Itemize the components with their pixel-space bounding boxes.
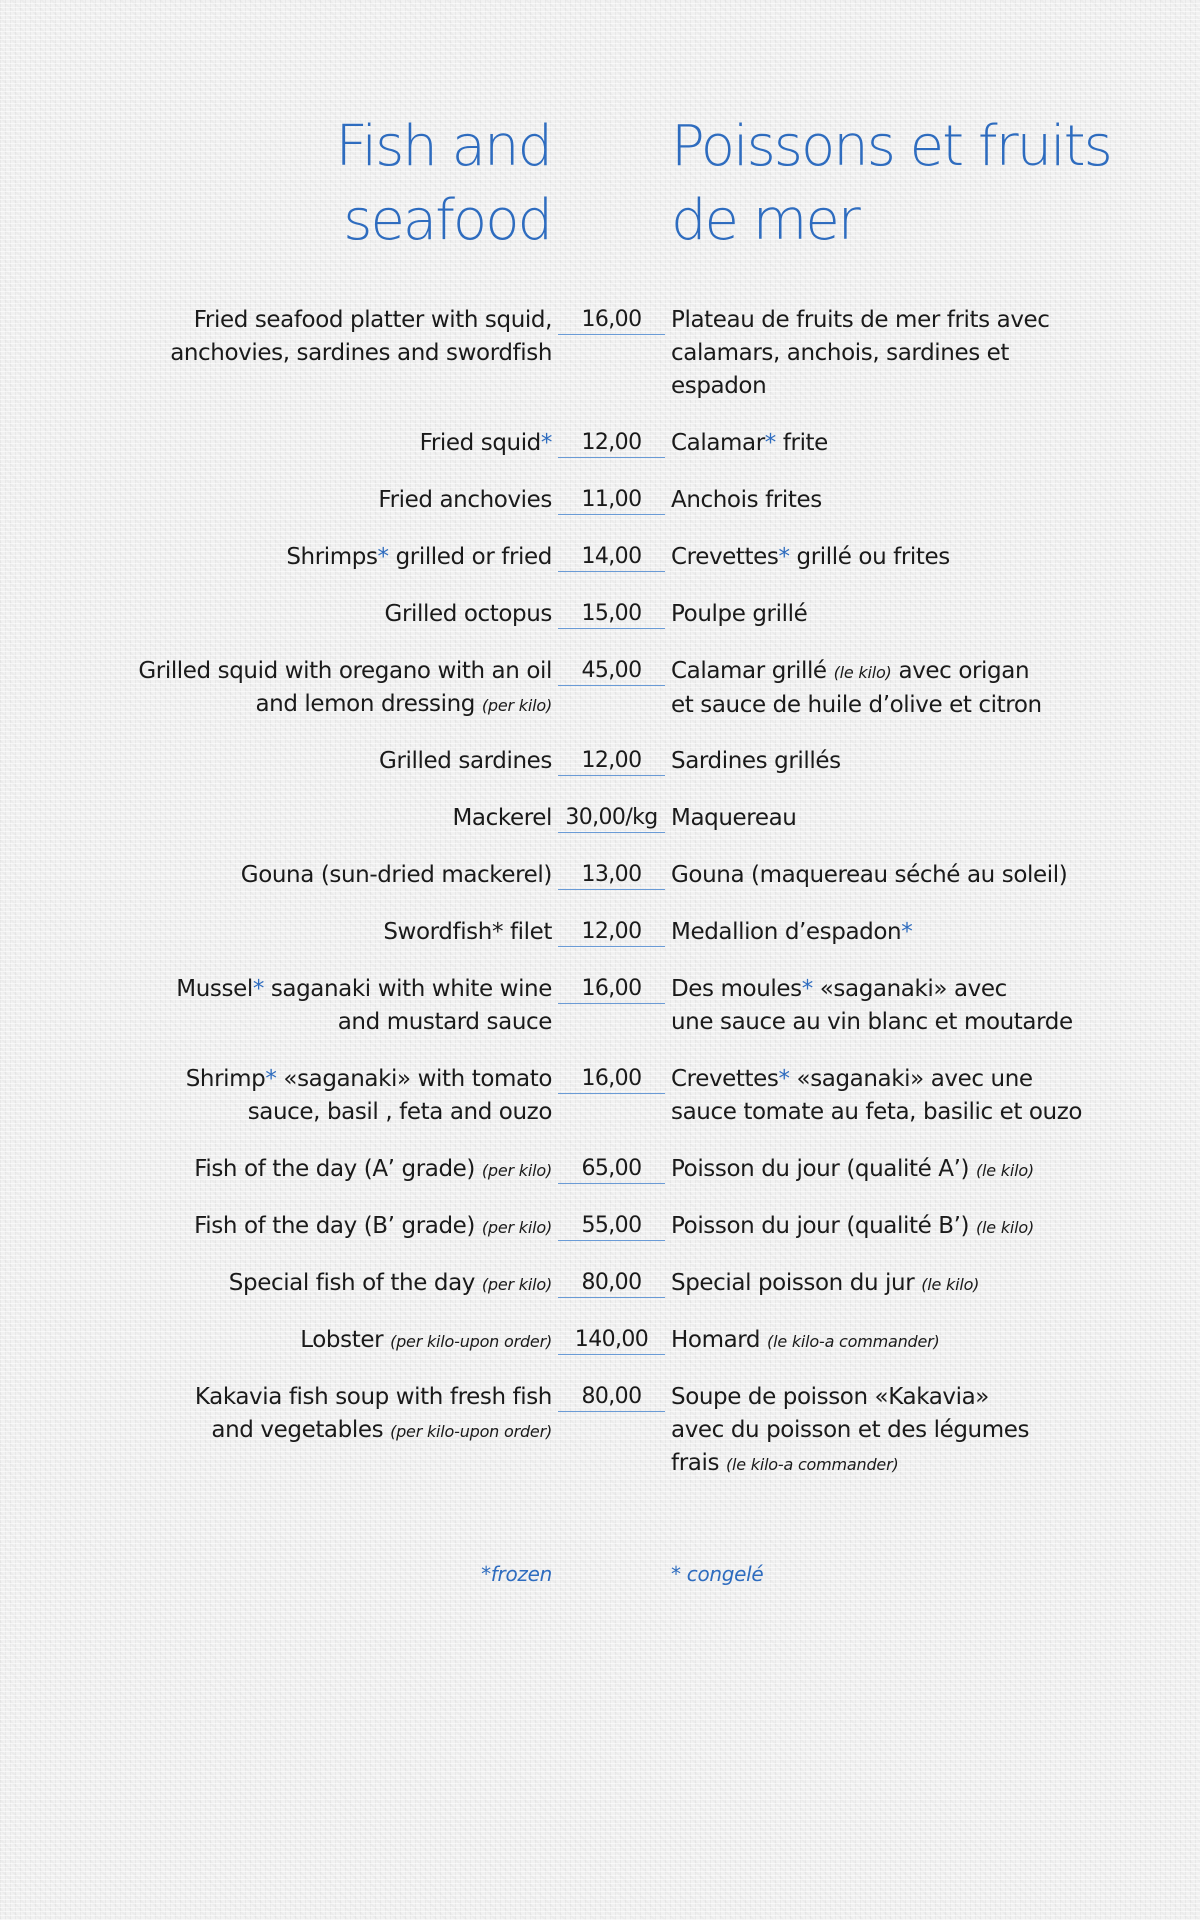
footnote-frozen-fr: * congelé [671,1562,764,1586]
item-price: 13,00 [558,859,665,890]
item-name-en: Shrimp* «saganaki» with tomato sauce, basil , feta and ouzo [185,1066,552,1125]
item-price: 55,00 [558,1210,665,1241]
menu-item-lobster [0,1324,1200,1384]
unit-note: (le kilo) [921,1275,980,1294]
unit-note: (per kilo) [481,696,552,715]
item-price: 12,00 [558,427,665,458]
item-price: 30,00/kg [558,802,665,833]
item-name-en: Fish of the day (B’ grade) (per kilo) [194,1213,552,1239]
menu-item-mackerel [0,802,1200,862]
unit-note: (per kilo) [481,1275,552,1294]
item-price: 15,00 [558,598,665,629]
menu-item-mussel-saganaki [0,973,1200,1033]
item-name-en: Lobster (per kilo-upon order) [300,1327,552,1353]
menu-item-fried-squid [0,427,1200,487]
unit-note: (le kilo-a commander) [767,1332,940,1351]
item-name-fr: Soupe de poisson «Kakavia» avec du poisson et des légumes frais (le kilo-a commander) [671,1384,1030,1476]
item-name-fr: Crevettes* grillé ou frites [671,544,950,570]
item-name-fr: Crevettes* «saganaki» avec une sauce tomate au feta, basilic et ouzo [671,1066,1083,1125]
unit-note: (per kilo-upon order) [390,1332,552,1351]
item-price: 65,00 [558,1153,665,1184]
item-name-en: Grilled octopus [384,601,552,627]
item-name-en: Fried anchovies [378,487,552,513]
item-name-fr: Des moules* «saganaki» avec une sauce au vin blanc et moutarde [671,976,1073,1035]
item-price: 16,00 [558,1063,665,1094]
menu-item-grilled-sardines [0,745,1200,805]
unit-note: (le kilo) [976,1218,1035,1237]
item-price: 11,00 [558,484,665,515]
item-price: 45,00 [558,655,665,686]
menu-item-swordfish-filet [0,916,1200,976]
item-name-en: Fried seafood platter with squid, anchovies, sardines and swordfish [170,307,552,366]
item-price: 140,00 [558,1324,665,1355]
item-name-fr: Calamar grillé (le kilo) avec origan et sauce de huile d’olive et citron [671,658,1042,718]
item-name-en: Mackerel [452,805,552,831]
menu-item-fried-seafood-platter [0,304,1200,399]
unit-note: (per kilo) [481,1161,552,1180]
item-name-en: Kakavia fish soup with fresh fish and vegetables (per kilo-upon order) [194,1384,552,1443]
item-name-fr: Maquereau [671,805,797,831]
unit-note: (per kilo-upon order) [390,1422,552,1441]
item-price: 12,00 [558,745,665,776]
item-name-fr: Homard (le kilo-a commander) [671,1327,940,1353]
item-name-en: Grilled sardines [379,748,552,774]
menu-item-gouna [0,859,1200,919]
frozen-marker: * [764,430,776,456]
title-french-line2: de mer [671,188,859,253]
item-name-fr: Gouna (maquereau séché au soleil) [671,862,1068,888]
item-name-en: Mussel* saganaki with white wine and mustard sauce [176,976,552,1035]
item-name-fr: Special poisson du jur (le kilo) [671,1270,980,1296]
frozen-marker: * [778,544,790,570]
item-name-en: Swordfish* filet [383,919,552,945]
item-price: 80,00 [558,1381,665,1412]
menu-item-kakavia-soup [0,1381,1200,1476]
title-english-line2: seafood [343,188,551,253]
title-english [131,110,551,258]
title-french-line1: Poissons et fruits [671,114,1111,179]
unit-note: (le kilo) [833,663,892,682]
footnote-frozen-en: *frozen [481,1562,552,1586]
unit-note: (le kilo-a commander) [725,1455,899,1474]
title-french [671,110,1111,258]
menu-item-shrimp-saganaki [0,1063,1200,1123]
frozen-marker: * [265,1066,277,1092]
item-name-fr: Medallion d’espadon* [671,919,913,945]
unit-note: (le kilo) [975,1161,1034,1180]
item-name-fr: Plateau de fruits de mer frits avec calamars, anchois, sardines et espadon [671,307,1050,399]
frozen-marker: * [778,1066,790,1092]
item-name-fr: Poisson du jour (qualité A’) (le kilo) [671,1156,1034,1182]
item-price: 14,00 [558,541,665,572]
item-name-fr: Poulpe grillé [671,601,808,627]
item-name-fr: Poisson du jour (qualité B’) (le kilo) [671,1213,1035,1239]
frozen-marker: * [540,430,552,456]
item-price: 16,00 [558,973,665,1004]
menu-item-fried-anchovies [0,484,1200,544]
item-name-en: Fish of the day (A’ grade) (per kilo) [194,1156,552,1182]
menu-item-shrimps [0,541,1200,601]
item-name-en: Gouna (sun-dried mackerel) [240,862,552,888]
frozen-marker: * [801,976,813,1002]
item-name-en: Shrimps* grilled or fried [286,544,552,570]
title-english-line1: Fish and [335,114,551,179]
item-name-fr: Sardines grillés [671,748,841,774]
item-price: 80,00 [558,1267,665,1298]
item-name-en: Grilled squid with oregano with an oil and lemon dressing (per kilo) [138,658,552,717]
frozen-marker: * [901,919,913,945]
menu-item-grilled-squid-oregano [0,655,1200,718]
menu-item-fish-of-the-day-b [0,1210,1200,1270]
frozen-marker: * [252,976,264,1002]
item-name-en: Special fish of the day (per kilo) [228,1270,552,1296]
menu-item-fish-of-the-day-a [0,1153,1200,1213]
frozen-marker: * [377,544,389,570]
item-name-en: Fried squid* [419,430,552,456]
item-name-fr: Calamar* frite [671,430,828,456]
item-name-fr: Anchois frites [671,487,822,513]
item-price: 16,00 [558,304,665,335]
unit-note: (per kilo) [481,1218,552,1237]
menu-item-grilled-octopus [0,598,1200,658]
menu-item-special-fish-of-the-day [0,1267,1200,1327]
item-price: 12,00 [558,916,665,947]
